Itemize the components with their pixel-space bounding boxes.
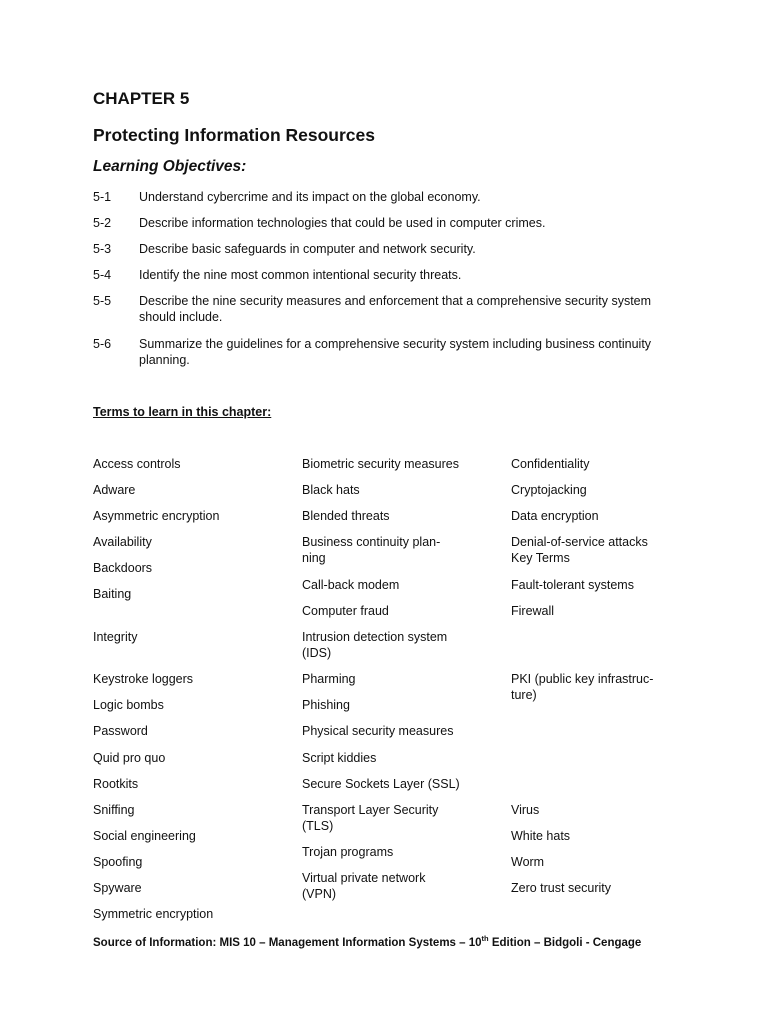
term-item: Blended threats (302, 509, 390, 523)
source-citation (93, 934, 642, 949)
term-item: Script kiddies (302, 751, 377, 765)
objective-number: 5-2 (93, 216, 112, 230)
term-item: White hats (511, 829, 571, 843)
term-item: Spyware (93, 881, 142, 895)
term-item: Integrity (93, 630, 138, 644)
term-item: Firewall (511, 604, 555, 618)
objective-number: 5-1 (93, 190, 112, 204)
term-item: Business continuity plan-ning (302, 535, 441, 565)
term-item: Phishing (302, 698, 350, 712)
term-item: Baiting (93, 587, 132, 601)
term-item: Physical security measures (302, 724, 454, 738)
objective-text: Understand cybercrime and its impact on the global economy. (139, 190, 481, 204)
objective-number: 5-4 (93, 268, 112, 282)
term-item: Sniffing (93, 803, 135, 817)
term-item: Confidentiality (511, 457, 590, 471)
term-item: Keystroke loggers (93, 672, 194, 686)
term-item: Fault-tolerant systems (511, 578, 634, 592)
term-item: Computer fraud (302, 604, 389, 618)
chapter-title: Protecting Information Resources (93, 125, 375, 145)
objective-text: Summarize the guidelines for a comprehensive security system including business continuity planning. (139, 337, 652, 367)
term-item: Symmetric encryption (93, 907, 214, 921)
objective-text: Describe the nine security measures and enforcement that a comprehensive security system should include. (139, 294, 652, 324)
term-item: Trojan programs (302, 845, 394, 859)
term-item: Password (93, 724, 148, 738)
term-item: Data encryption (511, 509, 599, 523)
objective-item (93, 241, 683, 257)
objective-item (93, 293, 683, 325)
term-item: Spoofing (93, 855, 143, 869)
term-item: Adware (93, 483, 136, 497)
term-item: PKI (public key infrastruc-ture) (511, 672, 654, 702)
term-item: Cryptojacking (511, 483, 587, 497)
term-item: Virtual private network (VPN) (302, 871, 426, 901)
term-item: Secure Sockets Layer (SSL) (302, 777, 460, 791)
objective-text: Describe basic safeguards in computer and network security. (139, 242, 476, 256)
term-item: Intrusion detection system (IDS) (302, 630, 448, 660)
chapter-label: CHAPTER 5 (93, 89, 190, 108)
term-item: Call-back modem (302, 578, 400, 592)
objective-number: 5-5 (93, 294, 112, 308)
objective-item (93, 189, 683, 205)
term-item: Logic bombs (93, 698, 164, 712)
terms-heading: Terms to learn in this chapter: (93, 405, 272, 419)
objective-text: Describe information technologies that could be used in computer crimes. (139, 216, 546, 230)
objective-item (93, 336, 683, 368)
objectives-heading: Learning Objectives: (93, 158, 247, 175)
term-item: Pharming (302, 672, 356, 686)
term-item: Availability (93, 535, 152, 549)
term-item: Denial-of-service attacks Key Terms (511, 535, 648, 565)
term-item: Access controls (93, 457, 181, 471)
term-item: Virus (511, 803, 540, 817)
term-item: Biometric security measures (302, 457, 459, 471)
objective-text: Identify the nine most common intentional security threats. (139, 268, 462, 282)
term-item: Transport Layer Security (TLS) (302, 803, 439, 833)
source-superscript: th (481, 934, 489, 944)
source-prefix: Source of Information: MIS 10 – Management Information Systems – 10 (93, 937, 482, 949)
term-item: Social engineering (93, 829, 196, 843)
objective-number: 5-6 (93, 337, 112, 351)
term-item: Worm (511, 855, 545, 869)
term-item: Rootkits (93, 777, 139, 791)
objective-number: 5-3 (93, 242, 112, 256)
term-item: Black hats (302, 483, 360, 497)
term-item: Asymmetric encryption (93, 509, 220, 523)
term-item: Backdoors (93, 561, 153, 575)
objective-item (93, 267, 683, 283)
term-item: Quid pro quo (93, 751, 166, 765)
source-suffix: Edition – Bidgoli - Cengage (488, 937, 642, 949)
term-item: Zero trust security (511, 881, 612, 895)
objective-item (93, 215, 683, 231)
